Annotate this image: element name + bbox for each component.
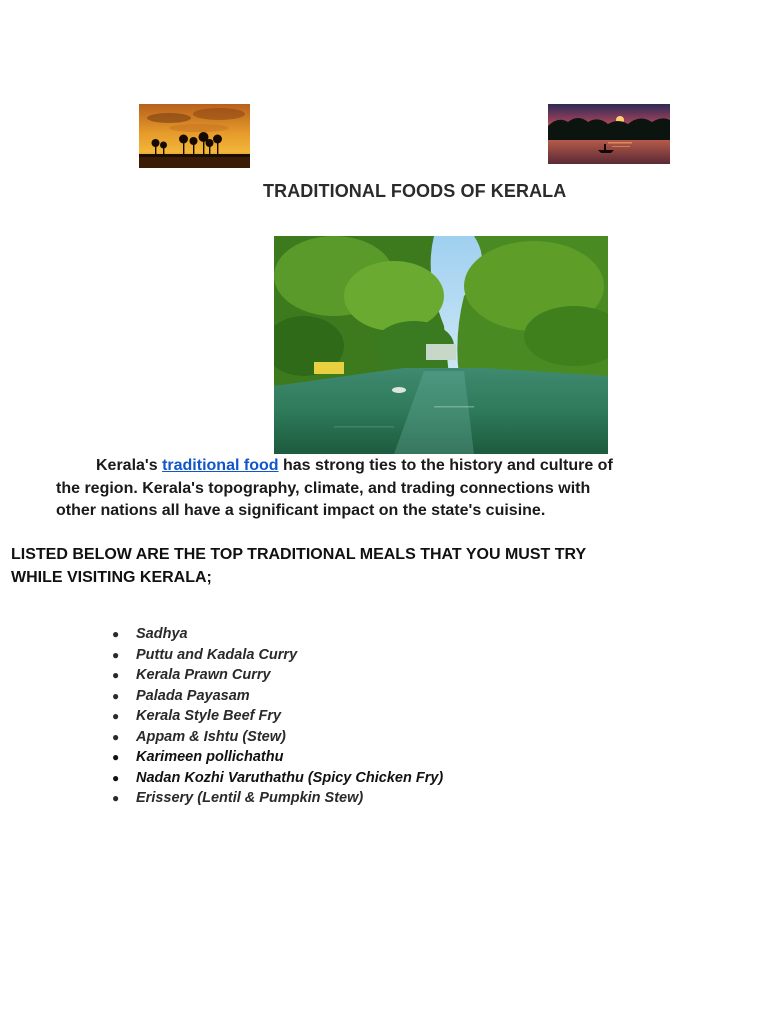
backwater-canal-image xyxy=(274,236,608,454)
meal-name: Nadan Kozhi Varuthathu (Spicy Chicken Fry) xyxy=(136,769,444,786)
list-item xyxy=(112,727,443,748)
page-title: TRADITIONAL FOODS OF KERALA xyxy=(263,181,567,201)
intro-text-start: Kerala's xyxy=(96,457,163,474)
meal-name: Sadhya xyxy=(136,626,188,642)
bullet-icon: ● xyxy=(112,791,120,805)
intro-text-rest: has strong ties to the history and culture of xyxy=(278,457,613,474)
list-item xyxy=(112,788,443,809)
intro-line-3: other nations all have a significant impact on the state's cuisine. xyxy=(56,502,546,519)
list-item xyxy=(112,645,443,666)
boat-sunset-image xyxy=(548,104,670,164)
meal-name: Appam & Ishtu (Stew) xyxy=(136,728,286,745)
list-item xyxy=(112,706,443,727)
list-item xyxy=(112,624,443,645)
intro-paragraph xyxy=(56,455,656,523)
palm-sunset-image xyxy=(139,104,250,168)
listed-heading-line-1: LISTED BELOW ARE THE TOP TRADITIONAL MEALS THAT YOU MUST TRY xyxy=(11,546,587,563)
meal-name: Kerala Style Beef Fry xyxy=(136,708,282,724)
bullet-icon: ● xyxy=(112,729,120,744)
meal-name: Puttu and Kadala Curry xyxy=(136,646,298,663)
meals-list xyxy=(112,624,443,809)
list-item xyxy=(112,686,443,707)
meal-name: Karimeen pollichathu xyxy=(136,749,284,765)
listed-heading xyxy=(11,543,651,589)
bullet-icon: ● xyxy=(112,668,120,682)
intro-line-2: the region. Kerala's topography, climate, and trading connections with xyxy=(56,479,591,497)
intro-line-1 xyxy=(56,455,656,478)
meal-name: Kerala Prawn Curry xyxy=(136,667,271,683)
list-item xyxy=(112,768,443,789)
bullet-icon: ● xyxy=(112,647,120,662)
traditional-food-link[interactable]: traditional food xyxy=(162,457,279,474)
meal-name: Palada Payasam xyxy=(136,687,250,704)
list-item xyxy=(112,665,443,686)
bullet-icon: ● xyxy=(112,627,120,641)
bullet-icon: ● xyxy=(112,709,120,723)
meal-name: Erissery (Lentil & Pumpkin Stew) xyxy=(136,790,364,806)
bullet-icon: ● xyxy=(112,770,120,785)
bullet-icon: ● xyxy=(112,750,120,764)
bullet-icon: ● xyxy=(112,688,120,703)
list-item xyxy=(112,747,443,768)
listed-heading-line-2: WHILE VISITING KERALA; xyxy=(11,569,212,586)
